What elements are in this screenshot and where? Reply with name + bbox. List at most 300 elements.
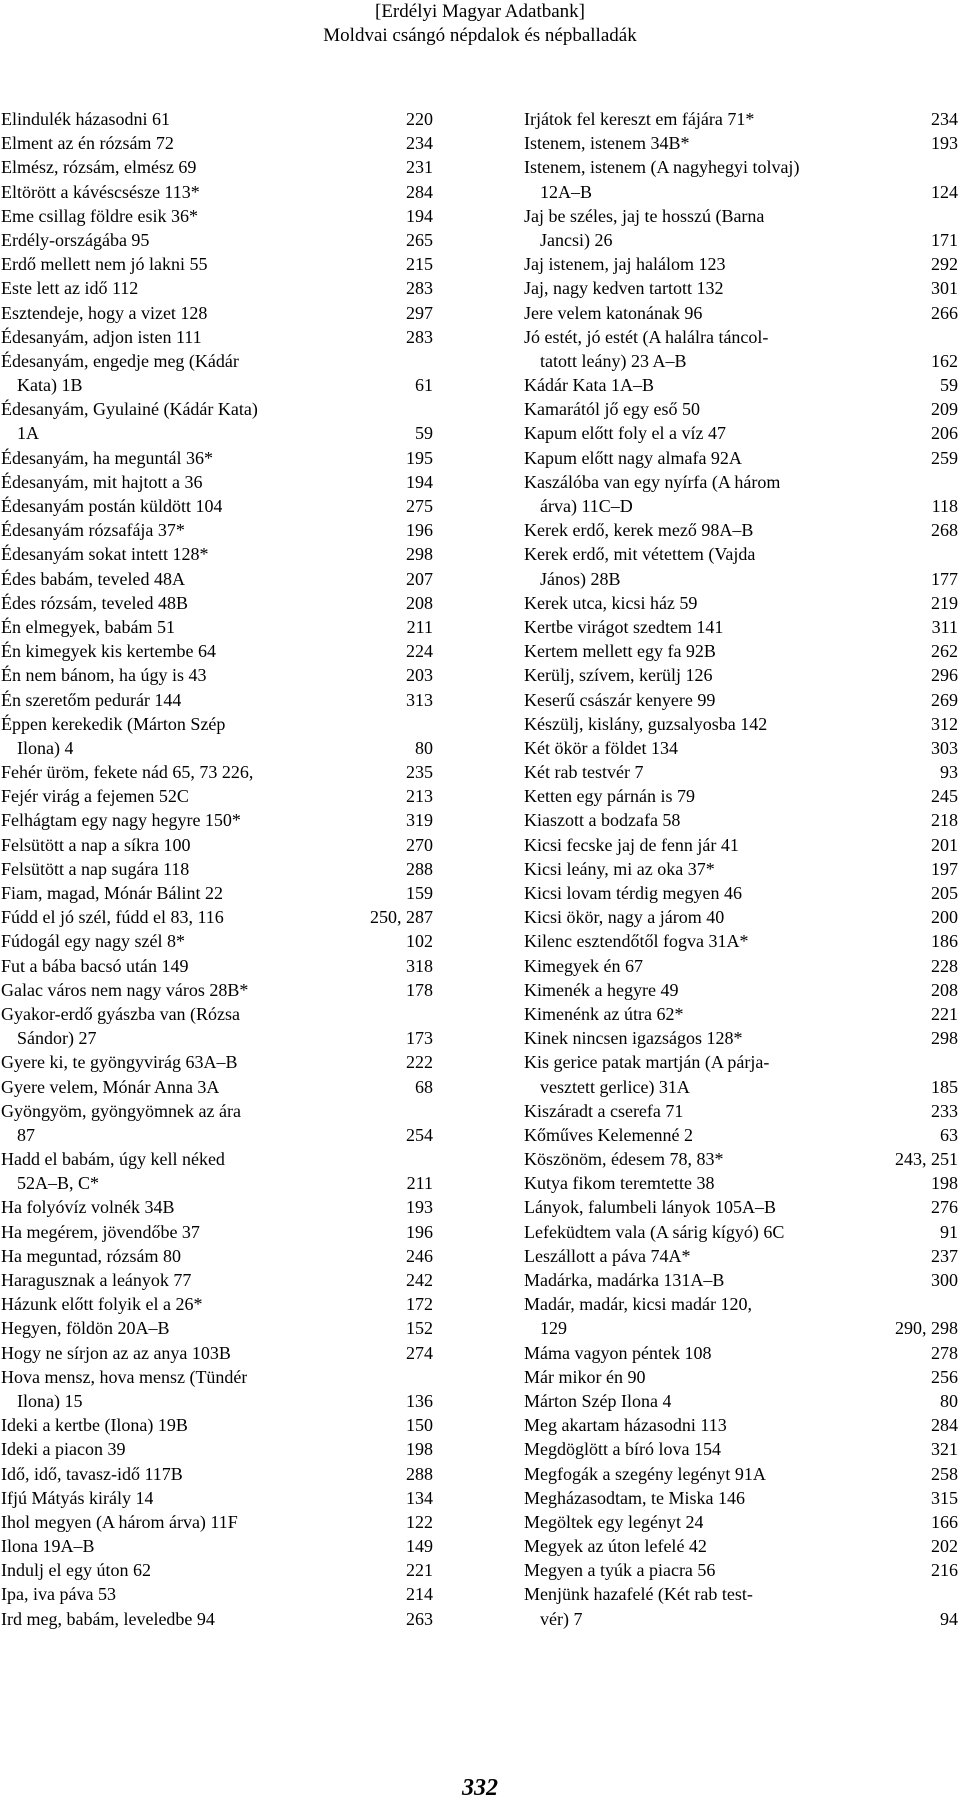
entry-title: Kicsi lovam térdig megyen 46 bbox=[524, 883, 742, 903]
entry-page-ref: 284 bbox=[406, 181, 433, 202]
entry-title: Megdöglött a bíró lova 154 bbox=[524, 1439, 721, 1460]
entry-title: Ha meguntad, rózsám 80 bbox=[1, 1245, 181, 1266]
entry-title: vesztett gerlice) 31A bbox=[540, 1076, 690, 1097]
entry-title: Kicsi ökör, nagy a járom 40 bbox=[524, 907, 725, 928]
index-entry bbox=[1, 1292, 433, 1316]
index-entry bbox=[524, 131, 958, 155]
index-entry bbox=[1, 954, 433, 978]
entry-page-ref: 211 bbox=[406, 1173, 433, 1194]
index-entry bbox=[524, 1002, 958, 1026]
entry-title: Kiszáradt a cserefa 71 bbox=[524, 1100, 684, 1121]
index-entry bbox=[1, 1413, 433, 1437]
entry-title-line bbox=[1, 446, 433, 470]
entry-page-ref: 219 bbox=[931, 592, 958, 613]
entry-title: Kiaszott a bodzafa 58 bbox=[524, 810, 681, 831]
entry-title: Elmész, rózsám, elmész 69 bbox=[1, 157, 197, 178]
entry-title-line bbox=[1, 349, 433, 373]
index-entry bbox=[1, 784, 433, 808]
entry-title: Felsütött a nap sugára 118 bbox=[1, 858, 190, 879]
entry-title: Gyere ki, te gyöngyvirág 63A–B bbox=[1, 1052, 238, 1073]
entry-page-ref: 198 bbox=[931, 1173, 958, 1194]
entry-title-line bbox=[524, 1195, 958, 1219]
entry-title-line bbox=[524, 1050, 958, 1074]
entry-title-line bbox=[524, 1147, 958, 1171]
entry-title-line bbox=[524, 1026, 958, 1050]
index-entry bbox=[1, 881, 433, 905]
entry-title: Fiam, magad, Mónár Bálint 22 bbox=[1, 883, 223, 903]
entry-page-ref: 185 bbox=[931, 1076, 958, 1097]
entry-title-line bbox=[524, 1437, 958, 1461]
entry-title-line bbox=[524, 1341, 958, 1365]
entry-title-line bbox=[1, 1558, 433, 1582]
entry-title-line bbox=[1, 663, 433, 687]
entry-title: Sándor) 27 bbox=[17, 1028, 97, 1049]
entry-title-line bbox=[524, 808, 958, 832]
entry-title-line bbox=[524, 107, 958, 131]
entry-page-ref: 218 bbox=[931, 810, 958, 831]
entry-page-ref: 318 bbox=[406, 955, 433, 976]
entry-title-line bbox=[1, 204, 433, 228]
entry-title: Édesanyám postán küldött 104 bbox=[1, 496, 223, 516]
entry-title-line bbox=[1, 1050, 433, 1074]
entry-title-line bbox=[524, 1171, 958, 1195]
index-entry bbox=[524, 833, 958, 857]
index-entry bbox=[524, 276, 958, 300]
entry-page-ref: 262 bbox=[931, 641, 958, 662]
entry-title-line bbox=[1, 591, 433, 615]
entry-continuation-line bbox=[1, 373, 433, 397]
entry-page-ref: 193 bbox=[406, 1197, 433, 1218]
entry-title-line bbox=[524, 929, 958, 953]
index-entry bbox=[1, 1510, 433, 1534]
entry-title: 52A–B, C* bbox=[17, 1173, 100, 1194]
entry-page-ref: 292 bbox=[931, 254, 958, 275]
entry-page-ref: 93 bbox=[940, 762, 958, 783]
entry-page-ref: 194 bbox=[406, 205, 433, 226]
entry-title: Kapum előtt foly el a víz 47 bbox=[524, 423, 726, 444]
entry-page-ref: 243, 251 bbox=[895, 1149, 958, 1170]
entry-title: Kilenc esztendőtől fogva 31A* bbox=[524, 931, 749, 952]
index-entry bbox=[1, 1316, 433, 1340]
index-entry bbox=[1, 857, 433, 881]
entry-title: Kapum előtt nagy almafa 92A bbox=[524, 447, 742, 468]
entry-title-line bbox=[1, 1413, 433, 1437]
entry-page-ref: 159 bbox=[406, 883, 433, 903]
index-entry bbox=[1, 1582, 433, 1606]
index-entry bbox=[1, 1075, 433, 1099]
entry-title-line bbox=[1, 712, 433, 736]
entry-title: Keserű császár kenyere 99 bbox=[524, 689, 716, 710]
entry-title: Lefeküdtem vala (A sárig kígyó) 6C bbox=[524, 1221, 785, 1242]
index-entry bbox=[524, 325, 958, 373]
entry-title-line bbox=[524, 155, 958, 179]
index-entry bbox=[1, 542, 433, 566]
entry-title-line bbox=[1, 1510, 433, 1534]
entry-title: Édesanyám, engedje meg (Kádár bbox=[1, 350, 239, 371]
index-entry bbox=[524, 204, 958, 252]
entry-continuation-line bbox=[1, 1026, 433, 1050]
index-entry bbox=[1, 325, 433, 349]
index-entry bbox=[524, 1292, 958, 1340]
entry-title: Madár, madár, kicsi madár 120, bbox=[524, 1294, 752, 1315]
entry-title: Kicsi leány, mi az oka 37* bbox=[524, 858, 715, 879]
entry-title: Kinek nincsen igazságos 128* bbox=[524, 1028, 743, 1049]
entry-title-line bbox=[1, 857, 433, 881]
entry-page-ref: 275 bbox=[406, 496, 433, 516]
entry-continuation-line bbox=[1, 1171, 433, 1195]
entry-title: Erdély-országába 95 bbox=[1, 229, 150, 250]
index-entry bbox=[524, 1582, 958, 1630]
entry-title-line bbox=[524, 1220, 958, 1244]
entry-title-line bbox=[524, 252, 958, 276]
entry-title: Édesanyám, adjon isten 111 bbox=[1, 326, 202, 347]
index-entry bbox=[524, 1462, 958, 1486]
entry-title-line bbox=[524, 373, 958, 397]
entry-title-line bbox=[524, 833, 958, 857]
entry-title-line bbox=[1, 397, 433, 421]
index-entry bbox=[1, 615, 433, 639]
entry-title-line bbox=[524, 639, 958, 663]
entry-title-line bbox=[524, 615, 958, 639]
index-entry bbox=[1, 155, 433, 179]
index-entry bbox=[524, 881, 958, 905]
entry-page-ref: 198 bbox=[406, 1439, 433, 1460]
entry-title-line bbox=[1, 494, 433, 518]
index-entry bbox=[1, 905, 433, 929]
entry-title: Kata) 1B bbox=[17, 375, 83, 396]
entry-page-ref: 202 bbox=[931, 1536, 958, 1557]
entry-title-line bbox=[524, 1582, 958, 1606]
entry-page-ref: 194 bbox=[406, 471, 433, 492]
entry-title-line bbox=[1, 1220, 433, 1244]
index-entry bbox=[1, 1050, 433, 1074]
entry-page-ref: 297 bbox=[406, 302, 433, 323]
index-entry bbox=[524, 470, 958, 518]
index-entry bbox=[1, 639, 433, 663]
entry-page-ref: 193 bbox=[931, 133, 958, 154]
entry-page-ref: 220 bbox=[406, 109, 433, 129]
book-title: Moldvai csángó népdalok és népballadák bbox=[323, 25, 637, 46]
entry-title: Ha folyóvíz volnék 34B bbox=[1, 1197, 175, 1218]
entry-title-line bbox=[524, 1534, 958, 1558]
entry-title-line bbox=[1, 1534, 433, 1558]
entry-title: Gyakor-erdő gyászba van (Rózsa bbox=[1, 1003, 241, 1024]
entry-title-line bbox=[524, 688, 958, 712]
entry-page-ref: 274 bbox=[406, 1342, 433, 1363]
entry-title-line bbox=[1, 978, 433, 1002]
entry-page-ref: 254 bbox=[406, 1124, 433, 1145]
entry-title: Jó estét, jó estét (A halálra táncol- bbox=[524, 326, 769, 347]
index-entry bbox=[1, 978, 433, 1002]
entry-title: Hadd el babám, úgy kell néked bbox=[1, 1149, 225, 1170]
entry-title: Édesanyám, Gyulainé (Kádár Kata) bbox=[1, 399, 258, 420]
entry-page-ref: 259 bbox=[931, 447, 958, 468]
entry-title-line bbox=[1, 639, 433, 663]
entry-title: Köszönöm, édesem 78, 83* bbox=[524, 1149, 724, 1170]
entry-page-ref: 234 bbox=[406, 133, 433, 154]
entry-page-ref: 215 bbox=[406, 254, 433, 275]
index-entry bbox=[524, 857, 958, 881]
index-entry bbox=[524, 542, 958, 590]
index-entry bbox=[1, 1437, 433, 1461]
entry-page-ref: 311 bbox=[931, 616, 958, 637]
entry-page-ref: 68 bbox=[415, 1076, 433, 1097]
entry-title-line bbox=[1, 1607, 433, 1631]
entry-page-ref: 235 bbox=[406, 762, 433, 783]
entry-continuation-line bbox=[524, 349, 958, 373]
index-entry bbox=[524, 808, 958, 832]
entry-title: Kis gerice patak martján (A párja- bbox=[524, 1052, 770, 1073]
entry-page-ref: 195 bbox=[406, 447, 433, 468]
index-entry bbox=[1, 518, 433, 542]
entry-title-line bbox=[1, 881, 433, 905]
entry-title: Édesanyám, ha meguntál 36* bbox=[1, 447, 213, 468]
entry-page-ref: 59 bbox=[940, 375, 958, 396]
entry-page-ref: 136 bbox=[406, 1390, 433, 1411]
index-entry bbox=[1, 1341, 433, 1365]
entry-page-ref: 284 bbox=[931, 1415, 958, 1436]
entry-title: Megöltek egy legényt 24 bbox=[524, 1511, 704, 1532]
entry-page-ref: 216 bbox=[931, 1560, 958, 1581]
entry-title-line bbox=[1, 1075, 433, 1099]
index-entry bbox=[1, 204, 433, 228]
entry-title-line bbox=[524, 1413, 958, 1437]
entry-title: 129 bbox=[540, 1318, 567, 1339]
entry-title-line bbox=[524, 276, 958, 300]
entry-page-ref: 265 bbox=[406, 229, 433, 250]
entry-title: Kimenék a hegyre 49 bbox=[524, 979, 679, 1000]
index-entry bbox=[524, 1486, 958, 1510]
entry-title: Kerek utca, kicsi ház 59 bbox=[524, 592, 698, 613]
index-entry bbox=[524, 301, 958, 325]
entry-title-line bbox=[1, 1002, 433, 1026]
entry-title: Készülj, kislány, guzsalyosba 142 bbox=[524, 713, 768, 734]
entry-title: Fut a bába bacsó után 149 bbox=[1, 955, 189, 976]
entry-title: Jaj istenem, jaj halálom 123 bbox=[524, 254, 726, 275]
entry-page-ref: 266 bbox=[931, 302, 958, 323]
entry-page-ref: 283 bbox=[406, 278, 433, 299]
entry-title: Kádár Kata 1A–B bbox=[524, 375, 654, 396]
entry-title: Én elmegyek, babám 51 bbox=[1, 616, 175, 637]
entry-title-line bbox=[1, 1268, 433, 1292]
index-entry bbox=[524, 1558, 958, 1582]
entry-title-line bbox=[524, 301, 958, 325]
entry-page-ref: 166 bbox=[931, 1511, 958, 1532]
index-entry bbox=[1, 397, 433, 445]
entry-title-line bbox=[1, 760, 433, 784]
index-entry bbox=[524, 736, 958, 760]
entry-title-line bbox=[524, 978, 958, 1002]
entry-title: Két ökör a földet 134 bbox=[524, 737, 678, 758]
entry-page-ref: 278 bbox=[931, 1342, 958, 1363]
entry-page-ref: 258 bbox=[931, 1463, 958, 1484]
index-entry bbox=[524, 760, 958, 784]
entry-page-ref: 303 bbox=[931, 737, 958, 758]
index-entry bbox=[1, 1462, 433, 1486]
entry-page-ref: 263 bbox=[406, 1608, 433, 1629]
entry-title: Istenem, istenem (A nagyhegyi tolvaj) bbox=[524, 157, 800, 178]
entry-page-ref: 102 bbox=[406, 931, 433, 952]
index-entry bbox=[524, 446, 958, 470]
index-entry bbox=[1, 1365, 433, 1413]
entry-title-line bbox=[524, 518, 958, 542]
index-entry bbox=[1, 663, 433, 687]
entry-title-line bbox=[1, 1099, 433, 1123]
index-entry bbox=[1, 591, 433, 615]
entry-title: Édesanyám sokat intett 128* bbox=[1, 544, 209, 565]
entry-title: Hogy ne sírjon az az anya 103B bbox=[1, 1342, 231, 1363]
entry-title-line bbox=[1, 252, 433, 276]
entry-title: Jancsi) 26 bbox=[540, 229, 613, 250]
entry-title: Ilona) 4 bbox=[17, 737, 74, 758]
entry-title: Idő, idő, tavasz-idő 117B bbox=[1, 1463, 183, 1484]
entry-title-line bbox=[1, 155, 433, 179]
entry-page-ref: 124 bbox=[931, 181, 958, 202]
entry-page-ref: 298 bbox=[931, 1028, 958, 1049]
entry-title-line bbox=[1, 688, 433, 712]
entry-page-ref: 203 bbox=[406, 665, 433, 686]
entry-page-ref: 171 bbox=[931, 229, 958, 250]
index-entry bbox=[524, 954, 958, 978]
entry-title: tatott leány) 23 A–B bbox=[540, 350, 687, 371]
entry-title: 1A bbox=[17, 423, 39, 444]
index-entry bbox=[524, 1268, 958, 1292]
entry-title-line bbox=[524, 421, 958, 445]
entry-title-line bbox=[524, 663, 958, 687]
index-entry bbox=[1, 688, 433, 712]
entry-title: Hegyen, földön 20A–B bbox=[1, 1318, 170, 1339]
entry-title: Márton Szép Ilona 4 bbox=[524, 1390, 672, 1411]
index-entry bbox=[1, 470, 433, 494]
index-entry bbox=[1, 446, 433, 470]
index-entry bbox=[524, 1220, 958, 1244]
entry-page-ref: 315 bbox=[931, 1487, 958, 1508]
entry-title-line bbox=[524, 204, 958, 228]
entry-page-ref: 208 bbox=[406, 592, 433, 613]
entry-title: Istenem, istenem 34B* bbox=[524, 133, 690, 154]
entry-continuation-line bbox=[1, 1389, 433, 1413]
entry-title: árva) 11C–D bbox=[540, 496, 633, 516]
entry-title-line bbox=[524, 1002, 958, 1026]
index-entry bbox=[1, 1486, 433, 1510]
entry-page-ref: 221 bbox=[931, 1003, 958, 1024]
entry-title: Fúdogál egy nagy szél 8* bbox=[1, 931, 185, 952]
entry-title-line bbox=[524, 857, 958, 881]
entry-page-ref: 59 bbox=[415, 423, 433, 444]
index-entry bbox=[1, 107, 433, 131]
entry-title: 87 bbox=[17, 1124, 35, 1145]
entry-title: Felsütött a nap a síkra 100 bbox=[1, 834, 191, 855]
entry-page-ref: 177 bbox=[931, 568, 958, 589]
entry-title: Kőműves Kelemenné 2 bbox=[524, 1124, 693, 1145]
entry-title: Erdő mellett nem jó lakni 55 bbox=[1, 254, 208, 275]
entry-title: Én kimegyek kis kertembe 64 bbox=[1, 641, 216, 662]
index-entry bbox=[524, 1437, 958, 1461]
entry-page-ref: 173 bbox=[406, 1028, 433, 1049]
index-entry bbox=[1, 1002, 433, 1050]
index-entry bbox=[1, 1558, 433, 1582]
entry-continuation-line bbox=[524, 1316, 958, 1340]
entry-page-ref: 152 bbox=[406, 1318, 433, 1339]
entry-title: Már mikor én 90 bbox=[524, 1366, 646, 1387]
index-entry bbox=[1, 808, 433, 832]
entry-title: Elindulék házasodni 61 bbox=[1, 109, 170, 129]
index-entry bbox=[1, 1268, 433, 1292]
entry-page-ref: 94 bbox=[940, 1608, 958, 1629]
index-entry bbox=[524, 1365, 958, 1389]
entry-title: Éppen kerekedik (Márton Szép bbox=[1, 713, 226, 734]
index-entry bbox=[524, 1389, 958, 1413]
entry-title: Ketten egy párnán is 79 bbox=[524, 786, 695, 807]
entry-title-line bbox=[1, 518, 433, 542]
index-entry bbox=[524, 688, 958, 712]
entry-title: János) 28B bbox=[540, 568, 621, 589]
entry-continuation-line bbox=[524, 180, 958, 204]
entry-title-line bbox=[524, 397, 958, 421]
entry-title-line bbox=[1, 1244, 433, 1268]
entry-title: Fejér virág a fejemen 52C bbox=[1, 786, 189, 807]
entry-title-line bbox=[524, 470, 958, 494]
entry-title: Galac város nem nagy város 28B* bbox=[1, 979, 249, 1000]
entry-title: 12A–B bbox=[540, 181, 593, 202]
entry-title-line bbox=[524, 1486, 958, 1510]
entry-page-ref: 250, 287 bbox=[370, 907, 433, 928]
index-entry bbox=[524, 518, 958, 542]
entry-page-ref: 233 bbox=[931, 1100, 958, 1121]
index-entry bbox=[1, 567, 433, 591]
entry-title: Esztendeje, hogy a vizet 128 bbox=[1, 302, 208, 323]
index-entry bbox=[524, 784, 958, 808]
entry-page-ref: 276 bbox=[931, 1197, 958, 1218]
entry-title: Lányok, falumbeli lányok 105A–B bbox=[524, 1197, 776, 1218]
entry-title: Ideki a piacon 39 bbox=[1, 1439, 126, 1460]
entry-title-line bbox=[1, 905, 433, 929]
entry-title: Gyere velem, Mónár Anna 3A bbox=[1, 1076, 220, 1097]
entry-title-line bbox=[1, 784, 433, 808]
index-entry bbox=[1, 180, 433, 204]
entry-title: Hova mensz, hova mensz (Tündér bbox=[1, 1366, 248, 1387]
entry-page-ref: 80 bbox=[940, 1390, 958, 1411]
index-entry bbox=[524, 639, 958, 663]
entry-continuation-line bbox=[524, 1607, 958, 1631]
index-entry bbox=[524, 929, 958, 953]
entry-page-ref: 197 bbox=[931, 858, 958, 879]
index-entry bbox=[1, 301, 433, 325]
entry-title: Ihol megyen (A három árva) 11F bbox=[1, 1511, 238, 1532]
entry-page-ref: 221 bbox=[406, 1560, 433, 1581]
entry-title-line bbox=[1, 1582, 433, 1606]
entry-page-ref: 209 bbox=[931, 399, 958, 420]
entry-title: vér) 7 bbox=[540, 1608, 583, 1629]
index-entry bbox=[524, 1341, 958, 1365]
entry-page-ref: 270 bbox=[406, 834, 433, 855]
index-entry bbox=[524, 1147, 958, 1171]
entry-page-ref: 300 bbox=[931, 1270, 958, 1290]
entry-title: Meg akartam házasodni 113 bbox=[524, 1415, 727, 1436]
entry-title: Megfogák a szegény legényt 91A bbox=[524, 1463, 766, 1484]
entry-title-line bbox=[524, 591, 958, 615]
entry-page-ref: 319 bbox=[406, 810, 433, 831]
entry-title-line bbox=[1, 1147, 433, 1171]
entry-title-line bbox=[1, 929, 433, 953]
source-title: [Erdélyi Magyar Adatbank] bbox=[375, 1, 585, 22]
entry-title-line bbox=[524, 1510, 958, 1534]
entry-title: Két rab testvér 7 bbox=[524, 762, 644, 783]
entry-title-line bbox=[1, 107, 433, 131]
entry-continuation-line bbox=[1, 421, 433, 445]
index-entry bbox=[1, 1244, 433, 1268]
entry-page-ref: 298 bbox=[406, 544, 433, 565]
